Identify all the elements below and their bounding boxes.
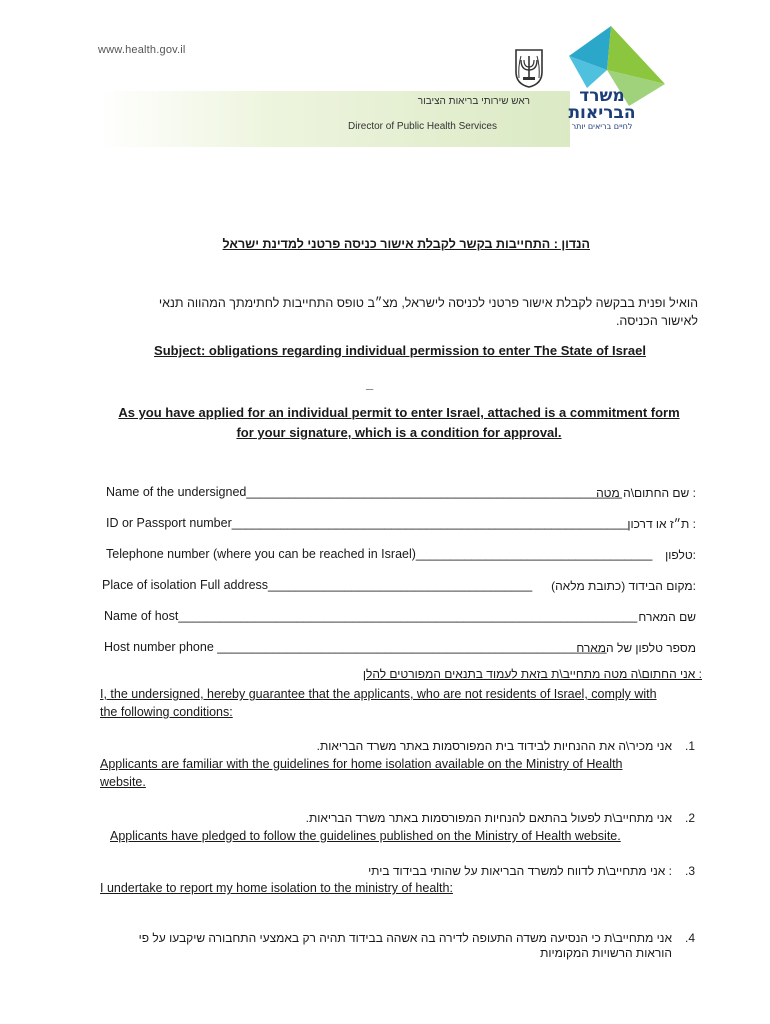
logo-line2: הבריאות	[568, 103, 636, 123]
guarantee-en	[100, 685, 657, 721]
intro-he	[98, 294, 698, 330]
logo-line1: משרד	[579, 86, 625, 106]
condition-1-en-line1: Applicants are familiar with the guidelines for home isolation available on the Ministry of Health	[100, 757, 623, 771]
condition-3-en: I undertake to report my home isolation to the ministry of health:	[100, 881, 453, 895]
field-name-label-he: : שם החתום\ה מטה	[596, 486, 696, 500]
condition-2-he: אני מתחייב\ת לפעול בהתאם להנחיות המפורסמות באתר משרד הבריאות.	[305, 811, 672, 825]
field-phone-label[interactable]: Telephone number (where you can be reached in Israel)__________________________________	[106, 547, 653, 561]
condition-1-en	[100, 755, 623, 791]
applied-notice-line1: As you have applied for an individual permit to enter Israel, attached is a commitment form	[118, 405, 680, 420]
condition-1-he: אני מכיר\ה את ההנחיות לבידוד בית המפורסמות באתר משרד הבריאות.	[316, 739, 672, 753]
field-id-label[interactable]: ID or Passport number_________________________________________________________	[106, 516, 629, 530]
condition-3-he: : אני מתחייב\ת לדווח למשרד הבריאות על שהותי בבידוד ביתי	[368, 864, 672, 878]
condition-4-he-line2: הוראות הרשויות המקומיות	[540, 946, 672, 960]
intro-he-line2: לאישור הכניסה.	[615, 314, 698, 328]
condition-2-number: .2	[685, 811, 696, 825]
condition-1-en-line2: website.	[100, 775, 146, 789]
subject-title-en: Subject: obligations regarding individual permission to enter The State of Israel	[154, 343, 646, 358]
guarantee-en-line1: I, the undersigned, hereby guarantee that the applicants, who are not residents of Israel, comply with	[100, 687, 657, 701]
field-host-phone-label-he: מספר טלפון של המארח	[576, 641, 696, 655]
field-host-name-label-he: שם המארח	[638, 610, 696, 624]
applied-notice-line2: for your signature, which is a condition for approval.	[236, 425, 562, 440]
condition-4-number: .4	[685, 931, 696, 945]
field-id-label-he: : ת״ז או דרכון	[627, 517, 696, 531]
department-name-en: Director of Public Health Services	[348, 121, 497, 132]
guarantee-he: : אני החתום\ה מטה מתחייב\ת בזאת לעמוד בתנאים המפורטים להלן	[362, 667, 702, 681]
field-host-phone-label[interactable]: Host number phone ________________________________________________________	[104, 640, 607, 654]
department-name-he: ראש שירותי בריאות הציבור	[417, 96, 530, 107]
condition-3-number: .3	[685, 864, 696, 878]
ministry-logo-text	[540, 88, 664, 132]
field-phone-label-he: :טלפון	[665, 548, 696, 562]
intro-he-line1: הואיל ופנית בבקשה לקבלת אישור פרטני לכניסה לישראל, מצ״ב טופס התחייבות לחתימתך המהווה תנאי	[158, 296, 698, 310]
field-host-name-label[interactable]: Name of host__________________________________________________________________	[104, 609, 638, 623]
condition-1-number: .1	[685, 739, 696, 753]
state-emblem-icon	[513, 48, 545, 88]
header-url: www.health.gov.il	[98, 44, 186, 56]
condition-4-he: אני מתחייב\ת כי הנסיעה משדה התעופה לדירה בה אשהה בבידוד תהיה רק באמצעי התחבורה שיקבעו על פי	[138, 931, 672, 945]
logo-tagline: לחיים בריאים יותר	[571, 122, 633, 131]
applied-notice-en	[98, 403, 700, 443]
field-address-label-he: :מקום הבידוד (כתובת מלאה)	[551, 579, 696, 593]
separator-dash: _	[366, 376, 374, 391]
condition-2-en: Applicants have pledged to follow the guidelines published on the Ministry of Health website.	[110, 829, 621, 843]
guarantee-en-line2: the following conditions:	[100, 705, 233, 719]
field-name-label[interactable]: Name of the undersigned______________________________________________________	[106, 485, 622, 499]
subject-title-he: הנדון : התחייבות בקשר לקבלת אישור כניסה פרטני למדינת ישראל	[222, 237, 590, 251]
field-address-label[interactable]: Place of isolation Full address______________________________________	[102, 578, 533, 592]
